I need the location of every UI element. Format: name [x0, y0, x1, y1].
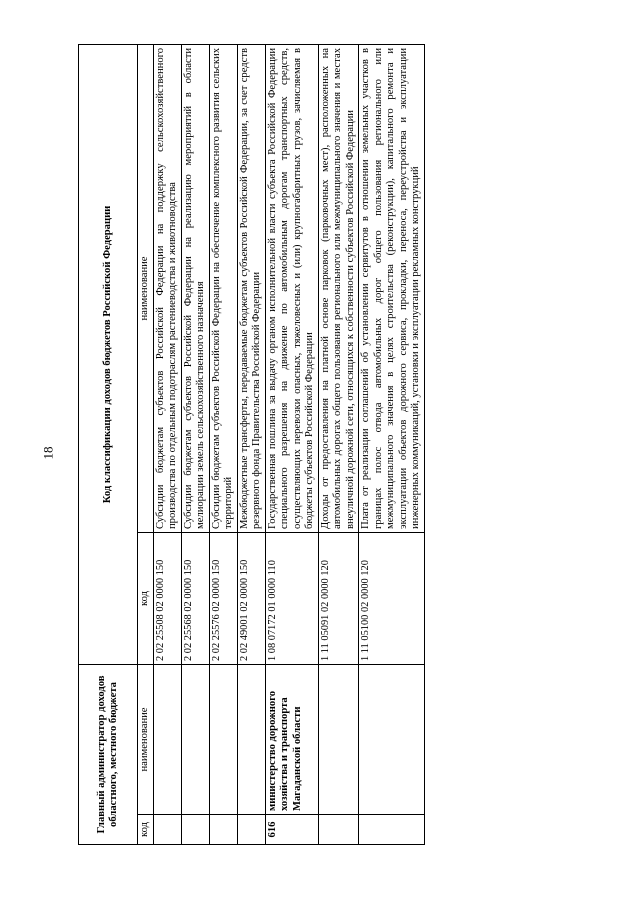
admin-name-cell: министерство дорожного хозяйства и транспорта Магаданской области [265, 665, 318, 815]
header-admin-group: Главный администратор доходов областного, местного бюджета [79, 665, 138, 845]
revenue-name: Государственная пошлина за выдачу органом исполнительной власти субъекта Российской Федерации специального разрешения на движение по автомобильным дорогам транспортных средств, осуществляющих перевозки опасных, тяжеловесных и (или) крупногабаритных грузов, зачисляемая в бюджеты субъектов Российской Федерации [265, 45, 318, 533]
header-classification-group: Код классификации доходов бюджетов Российской Федерации [79, 45, 138, 665]
admin-code-cell: 616 [265, 815, 318, 845]
admin-code-cell [209, 815, 237, 845]
admin-name-cell [181, 665, 209, 815]
revenue-code: 1 11 05091 02 0000 120 [318, 533, 359, 665]
revenue-name: Субсидии бюджетам субъектов Российской Федерации на реализацию мероприятий в области мелиорации земель сельскохозяйственного назначения [181, 45, 209, 533]
admin-name-cell [209, 665, 237, 815]
revenue-code: 2 02 25508 02 0000 150 [153, 533, 181, 665]
header-class-code: код [138, 533, 154, 665]
page-number: 18 [40, 446, 56, 460]
revenue-classification-table [78, 44, 425, 845]
admin-name-cell [359, 665, 425, 815]
rotated-table-sheet [78, 45, 638, 845]
revenue-code: 2 02 25576 02 0000 150 [209, 533, 237, 665]
revenue-name: Доходы от предоставления на платной основе парковок (парковочных мест), расположенных на автомобильных дорогах общего пользования регионального или межмуниципального значения и местах внеуличной дорожной сети, относящихся к собственности субъектов Российской Федерации [318, 45, 359, 533]
admin-code-cell [153, 815, 181, 845]
table-row [237, 45, 265, 845]
header-class-name: наименование [138, 45, 154, 533]
header-row-group [79, 45, 138, 845]
revenue-name: Субсидии бюджетам субъектов Российской Федерации на поддержку сельскохозяйственного производства по отдельным подотраслям растениеводства и животноводства [153, 45, 181, 533]
revenue-code: 1 11 05100 02 0000 120 [359, 533, 425, 665]
admin-code-cell [181, 815, 209, 845]
admin-name-cell [237, 665, 265, 815]
admin-name-cell [153, 665, 181, 815]
table-row [265, 45, 318, 845]
table-row [318, 45, 359, 845]
table-row [181, 45, 209, 845]
table-row [359, 45, 425, 845]
admin-name-cell [318, 665, 359, 815]
table-row [209, 45, 237, 845]
revenue-code: 2 02 25568 02 0000 150 [181, 533, 209, 665]
revenue-name: Межбюджетные трансферты, передаваемые бюджетам субъектов Российской Федерации, за счет средств резервного фонда Правительства Российской Федерации [237, 45, 265, 533]
admin-code-cell [318, 815, 359, 845]
header-admin-code: код [138, 815, 154, 845]
header-admin-name: наименование [138, 665, 154, 815]
revenue-name: Плата от реализации соглашений об установлении сервитутов в отношении земельных участков в границах полос отвода автомобильных дорог общего пользования регионального или межмуниципального значения в целях строительства (реконструкции), капитального ремонта и эксплуатации объектов дорожного сервиса, прокладки, переноса, переустройства и эксплуатации инженерных коммуникаций, установки и эксплуатации рекламных конструкций [359, 45, 425, 533]
revenue-code: 2 02 49001 02 0000 150 [237, 533, 265, 665]
revenue-code: 1 08 07172 01 0000 110 [265, 533, 318, 665]
header-row-sub [138, 45, 154, 845]
revenue-name: Субсидии бюджетам субъектов Российской Федерации на обеспечение комплексного развития сельских территорий [209, 45, 237, 533]
table-row [153, 45, 181, 845]
admin-code-cell [359, 815, 425, 845]
admin-code-cell [237, 815, 265, 845]
